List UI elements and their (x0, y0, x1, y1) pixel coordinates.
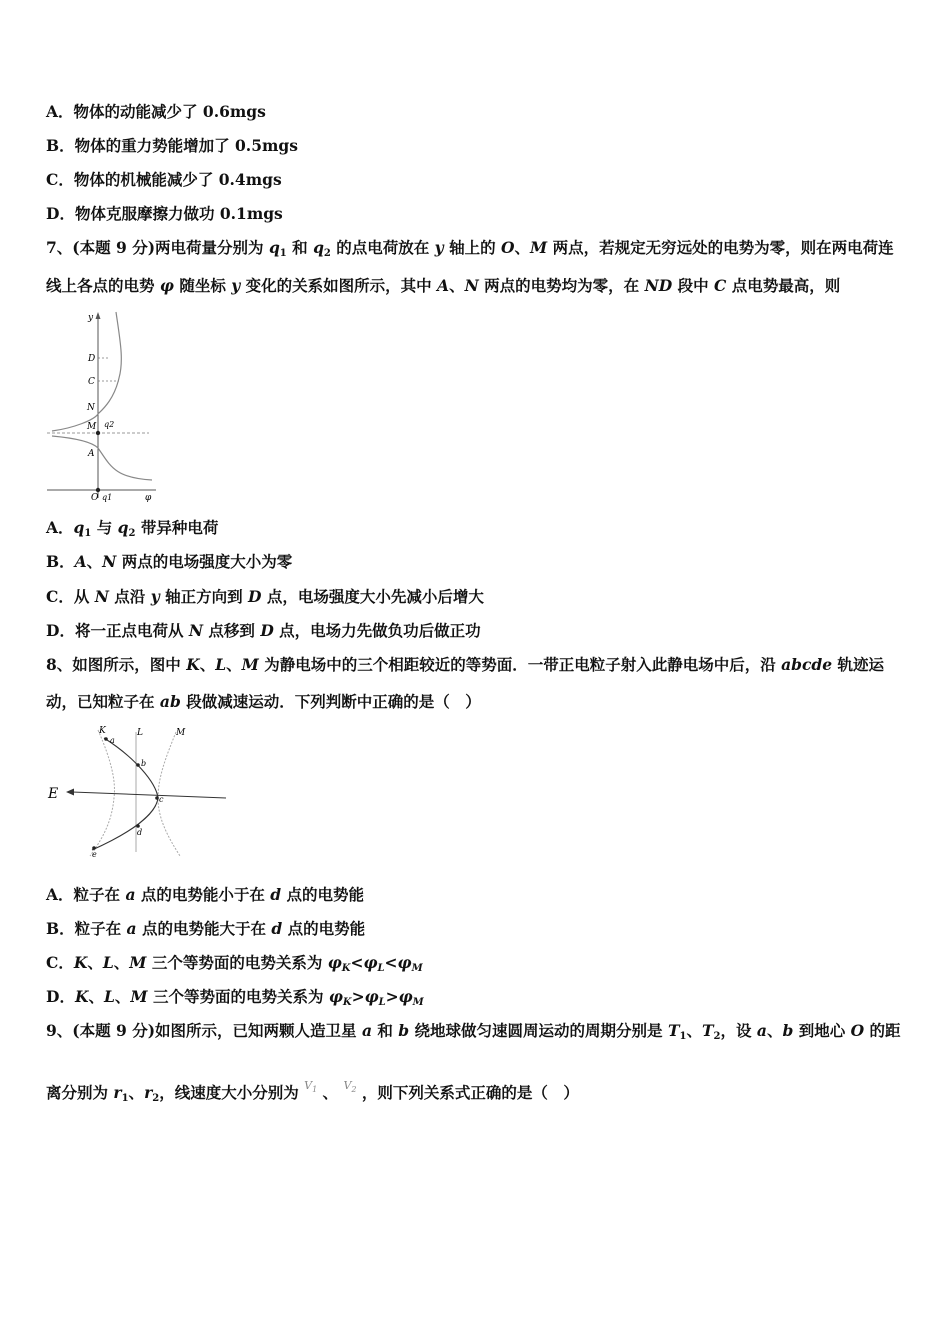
q8-option-c: C．K、L、M 三个等势面的电势关系为 $\varphi_K<\varphi_L<\varphi_M$ (46, 953, 423, 974)
q7-fig-label-c: C (88, 377, 95, 387)
q9-stem-line1: 9、(本题 9 分)如图所示，已知两颗人造卫星 a 和 b 绕地球做匀速圆周运动的周期分别是 $T_1$、$T_2$，设 a、b 到地心 O 的距 (46, 1021, 901, 1042)
q7-option-c: C．从 N 点沿 y 轴正方向到 D 点，电场强度大小先减小后增大 (46, 587, 484, 606)
q8-stem-line2: 动，已知粒子在 ab 段做减速运动．下列判断中正确的是（ ） (46, 692, 481, 711)
q8-fig-label-e: e (92, 850, 97, 859)
q6-option-b: B．物体的重力势能增加了 0.5mgs (46, 136, 298, 155)
q7-option-d: D．将一正点电荷从 N 点移到 D 点，电场力先做负功后做正功 (46, 621, 481, 640)
q7-fig-label-d: D (88, 354, 96, 364)
q7-fig-label-q1: q1 (102, 493, 113, 502)
q6-option-a: A．物体的动能减少了 0.6mgs (46, 102, 266, 121)
q7-fig-label-q2: q2 (104, 420, 115, 429)
q7-fig-label-y: y (88, 313, 94, 323)
q7-stem-line2: 线上各点的电势 φ 随坐标 y 变化的关系如图所示，其中 A、N 两点的电势均为零，在 ND 段中 C 点电势最高，则 (46, 276, 841, 295)
q8-option-d: D．K、L、M 三个等势面的电势关系为 $\varphi_K>\varphi_L>\varphi_M$ (46, 987, 424, 1008)
q7-fig-label-a: A (88, 449, 95, 459)
v1-symbol: V1 (304, 1079, 318, 1094)
q7-fig-label-n: N (87, 403, 95, 413)
q7-fig-label-o: O (91, 493, 99, 502)
q8-stem-line1: 8、如图所示，图中 K、L、M 为静电场中的三个相距较近的等势面．一带正电粒子射入此静电场中后，沿 abcde 轨迹运 (46, 655, 885, 674)
q8-fig-label-b: b (141, 759, 147, 768)
q8-option-b: B．粒子在 a 点的电势能大于在 d 点的电势能 (46, 919, 366, 938)
q8-equipotential-figure (44, 722, 234, 862)
q6-option-c: C．物体的机械能减少了 0.4mgs (46, 170, 282, 189)
v2-symbol: V2 (343, 1079, 357, 1094)
q8-fig-label-l: L (137, 728, 143, 738)
q7-option-a: A．$q_1$ 与 $q_2$ 带异种电荷 (46, 518, 219, 539)
q7-stem-line1: 7、(本题 9 分)两电荷量分别为 $q_1$ 和 $q_2$ 的点电荷放在 y 轴上的 O、M 两点，若规定无穷远处的电势为零，则在两电荷连 (46, 238, 894, 259)
q6-option-d: D．物体克服摩擦力做功 0.1mgs (46, 204, 283, 223)
q9-stem-line2: 离分别为 $r_1$、$r_2$，线速度大小分别为 $^{V_1}$ 、 $^{V_2}$ ，则下列关系式正确的是（ ） (46, 1079, 579, 1104)
q8-fig-label-c: c (159, 795, 164, 804)
q8-option-a: A．粒子在 a 点的电势能小于在 d 点的电势能 (46, 885, 365, 904)
q8-fig-label-d: d (137, 828, 143, 837)
q7-potential-graph (44, 310, 164, 502)
q8-fig-label-a: a (110, 736, 115, 745)
q8-fig-label-k: K (99, 726, 106, 736)
q8-fig-label-e-field: E (48, 786, 59, 802)
q8-fig-label-m: M (176, 728, 186, 738)
q7-fig-label-m: M (87, 422, 97, 432)
q7-fig-label-phi: φ (145, 493, 152, 502)
q7-option-b: B．A、N 两点的电场强度大小为零 (46, 552, 293, 571)
